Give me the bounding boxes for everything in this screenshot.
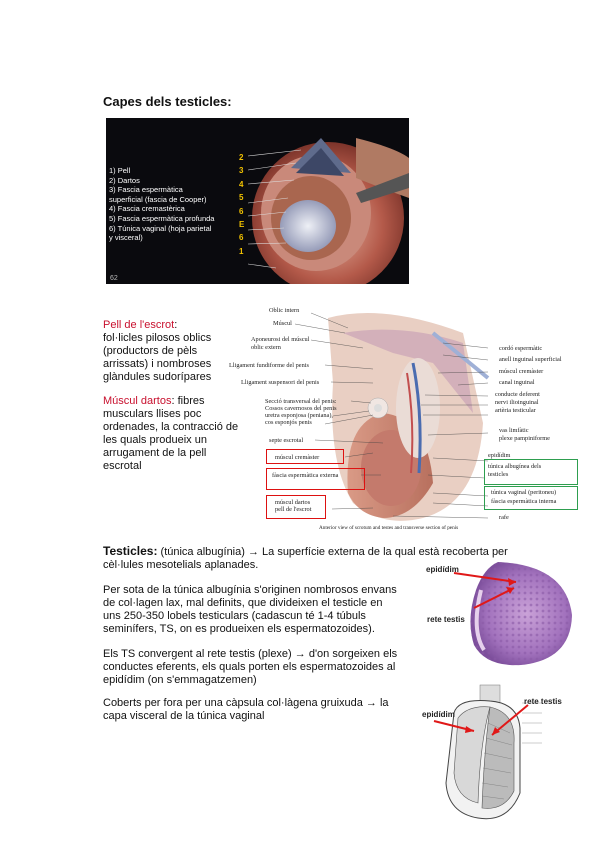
histology-figure xyxy=(426,560,576,668)
label-left: oblic extern xyxy=(251,344,281,351)
dartos-body: fibres musculars llises poc ordenades, la contracció de les quals produeix un arrugament de la pell escrotal xyxy=(103,395,239,472)
testicles-title: Testicles: xyxy=(103,544,158,558)
page-number-mark: 62 xyxy=(110,275,118,282)
label-left: Lligament fundiforme del penis xyxy=(229,362,309,369)
legend-line: 2) Dartos xyxy=(109,175,140,185)
testis-section-illustration xyxy=(418,683,588,823)
label-right: cordó espermàtic xyxy=(499,345,543,352)
red-highlight-box xyxy=(266,495,326,519)
label-right: plexe pampiniforme xyxy=(499,435,550,442)
label-left: múscul dartos xyxy=(275,499,311,506)
legend-line: 6) Túnica vaginal (hoja parietal xyxy=(109,223,212,233)
label-left: Cossos cavernosos del penis xyxy=(265,405,337,412)
label-left: septe escrotal xyxy=(269,437,304,444)
label-right: conducte deferent xyxy=(495,391,540,398)
label-left: pell de l'escrot xyxy=(275,506,312,513)
testis-section-drawing xyxy=(418,683,588,823)
label-right: epidídim xyxy=(488,452,511,459)
pell-paragraph xyxy=(103,319,243,384)
label-right: túnica vaginal (peritoneu) xyxy=(491,489,557,496)
legend-line: 4) Fascia cremastèrica xyxy=(109,204,185,214)
figure-legend xyxy=(109,166,259,243)
pell-colon: : xyxy=(174,319,178,331)
label-left: fàscia espermàtica externa xyxy=(272,472,339,479)
layer-number: 6 xyxy=(239,233,244,243)
rete-testis-label: rete testis xyxy=(524,697,562,706)
epididymis-label: epidídim xyxy=(422,710,455,719)
scrotum-layers-figure xyxy=(106,118,409,284)
legend-line: superficial (fascia de Cooper) xyxy=(109,194,207,204)
page-heading: Capes dels testicles: xyxy=(103,94,232,109)
paragraph-rete-testis: Els TS convergent al rete testis (plexe) → d'on sorgeixen els conductes eferents, els quals porten els espermatozoides al epidídim (on s'emmagatzemen) xyxy=(103,648,398,686)
layer-number: 6 xyxy=(239,206,244,216)
label-left: Múscul xyxy=(273,320,292,327)
testicles-body: (túnica albugínia) → La superfície externa de la qual està recoberta per cèl·lules mesotelials aplanades. xyxy=(103,546,508,571)
label-right: túnica albugínea dels xyxy=(488,463,542,470)
green-highlight-box xyxy=(484,459,578,485)
red-highlight-box xyxy=(266,468,365,490)
legend-line: 5) Fascia espermàtica profunda xyxy=(109,213,215,223)
label-right: rafe xyxy=(499,514,509,521)
dartos-colon: : xyxy=(171,395,175,407)
label-right: vas limfàtic xyxy=(499,427,529,434)
epididymis-label: epidídim xyxy=(426,565,459,574)
layer-number: 5 xyxy=(239,193,244,203)
label-right: canal inguinal xyxy=(499,379,535,386)
scrotum-anatomy-diagram xyxy=(229,303,585,538)
dartos-paragraph xyxy=(103,395,243,473)
layer-number: 2 xyxy=(239,153,244,162)
label-right: múscul cremàster xyxy=(499,368,544,375)
label-left: Lligament suspensori del penis xyxy=(241,379,320,386)
label-right: anell inguinal superficial xyxy=(499,356,562,363)
histology-illustration xyxy=(426,560,576,668)
label-left: cos esponjós penis xyxy=(265,419,312,426)
green-highlight-box xyxy=(484,486,578,510)
layer-numbers xyxy=(239,151,244,258)
label-right: fàscia espermàtica interna xyxy=(491,498,557,505)
legend-line: 1) Pell xyxy=(109,166,131,175)
layer-number: 3 xyxy=(239,166,244,176)
label-left: múscul cremàster xyxy=(275,454,320,461)
dartos-title: Múscul dartos xyxy=(103,395,172,407)
layer-number: 1 xyxy=(239,246,244,256)
label-left: uretra esponjosa (peniana), xyxy=(265,412,334,419)
label-left: Oblic intern xyxy=(269,307,300,314)
pell-body: fol·licles pilosos oblics (productors de pèls arrissats) i nombroses glàndules sudorípares xyxy=(103,332,212,383)
label-left: Aponeurosi del múscul xyxy=(251,336,310,343)
paragraph-lobules: Per sota de la túnica albugínia s'originen nombrosos envans de col·lagen lax, mal definits, que divideixen el testicle en uns 250-350 lobels testiculars (cadascun té 1-4 túbuls seminífers, TS, on es produeixen els espermatozoides). xyxy=(103,584,397,635)
pell-title: Pell de l'escrot xyxy=(103,319,175,331)
label-right: artèria testicular xyxy=(495,407,536,414)
paragraph-capsule: Coberts per fora per una càpsula col·làgena gruixuda → la capa visceral de la túnica vaginal xyxy=(103,697,389,722)
diagram-caption: Anterior view of scrotum and testes and transverse section of penis xyxy=(319,525,459,531)
red-highlight-box xyxy=(266,449,344,464)
label-right: nervi ilioinguinal xyxy=(495,399,539,406)
rete-testis-label: rete testis xyxy=(427,615,465,624)
legend-line: y visceral) xyxy=(109,233,143,243)
label-left: Secció transversal del penis: xyxy=(265,398,337,405)
layer-number: E xyxy=(239,220,245,230)
label-right: testicles xyxy=(488,471,509,478)
legend-line: 3) Fascia espermàtica xyxy=(109,185,183,195)
layer-number: 4 xyxy=(239,179,244,189)
